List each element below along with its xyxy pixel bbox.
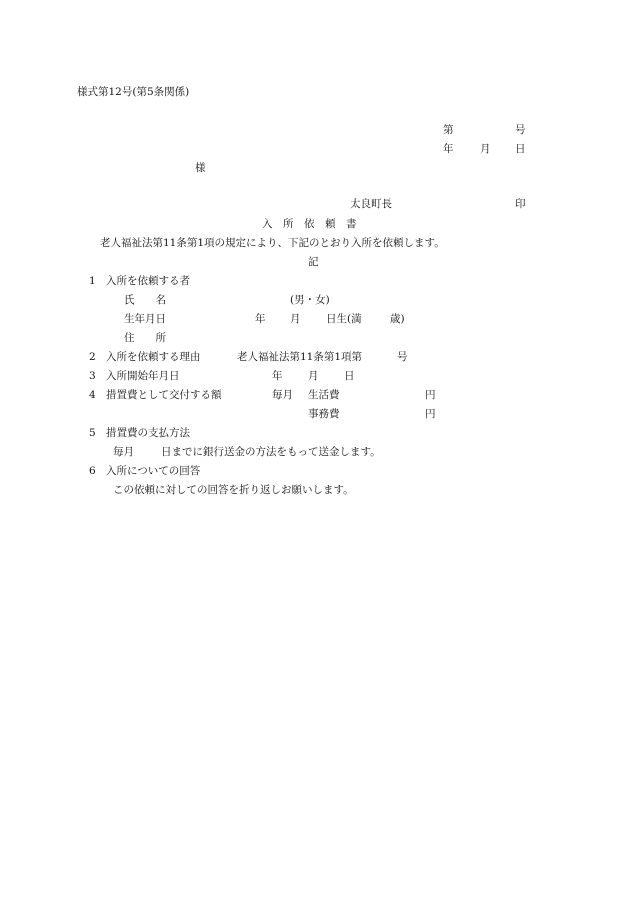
item-5-number: 5 bbox=[89, 427, 96, 439]
item-3-day: 日 bbox=[344, 370, 355, 382]
addressee-sama: 様 bbox=[195, 162, 206, 174]
living-expenses-yen: 円 bbox=[425, 389, 436, 401]
address-label: 住 所 bbox=[124, 332, 166, 344]
dob-year: 年 bbox=[255, 313, 266, 325]
item-2-number: 2 bbox=[89, 351, 96, 363]
item-2-suffix: 号 bbox=[397, 351, 408, 363]
item-3-month: 月 bbox=[308, 370, 319, 382]
item-1-number: 1 bbox=[89, 275, 96, 287]
seal-mark: 印 bbox=[515, 198, 526, 210]
name-label: 氏 名 bbox=[124, 294, 166, 306]
date-month: 月 bbox=[480, 143, 491, 155]
dob-month: 月 bbox=[290, 313, 301, 325]
item-6-label: 入所についての回答 bbox=[106, 465, 201, 477]
item-6-text: この依頼に対しての回答を折り返しお願いします。 bbox=[113, 484, 354, 496]
intro-text: 老人福祉法第11条第1項の規定により、下記のとおり入所を依頼します。 bbox=[100, 237, 445, 249]
office-expenses-yen: 円 bbox=[425, 408, 436, 420]
dob-age-suffix: 歳) bbox=[390, 313, 405, 325]
item-3-number: 3 bbox=[89, 370, 96, 382]
item-1-label: 入所を依頼する者 bbox=[106, 275, 190, 287]
number-dai: 第 bbox=[443, 124, 454, 136]
living-expenses-label: 生活費 bbox=[308, 389, 340, 401]
item-4-monthly: 毎月 bbox=[272, 389, 293, 401]
item-5-monthly: 毎月 bbox=[113, 446, 134, 458]
item-3-year: 年 bbox=[272, 370, 283, 382]
item-2-value: 老人福祉法第11条第1項第 bbox=[237, 351, 363, 363]
item-5-label: 措置費の支払方法 bbox=[106, 427, 190, 439]
item-2-label: 入所を依頼する理由 bbox=[106, 351, 201, 363]
item-5-text: 日までに銀行送金の方法をもって送金します。 bbox=[161, 446, 381, 458]
mayor-title: 太良町長 bbox=[350, 198, 392, 210]
item-4-number: 4 bbox=[89, 389, 96, 401]
dob-day-age: 日生(満 bbox=[326, 313, 362, 325]
item-3-label: 入所開始年月日 bbox=[106, 370, 180, 382]
item-4-label: 措置費として交付する額 bbox=[106, 389, 222, 401]
form-number: 様式第12号(第5条関係) bbox=[77, 86, 190, 98]
gender-field: (男・女) bbox=[290, 294, 330, 306]
number-go: 号 bbox=[515, 124, 526, 136]
item-6-number: 6 bbox=[89, 465, 96, 477]
office-expenses-label: 事務費 bbox=[308, 408, 340, 420]
document-title: 入 所 依 頼 書 bbox=[262, 218, 357, 230]
date-day: 日 bbox=[515, 143, 526, 155]
ki-heading: 記 bbox=[308, 256, 319, 268]
dob-label: 生年月日 bbox=[124, 313, 166, 325]
date-year: 年 bbox=[443, 143, 454, 155]
